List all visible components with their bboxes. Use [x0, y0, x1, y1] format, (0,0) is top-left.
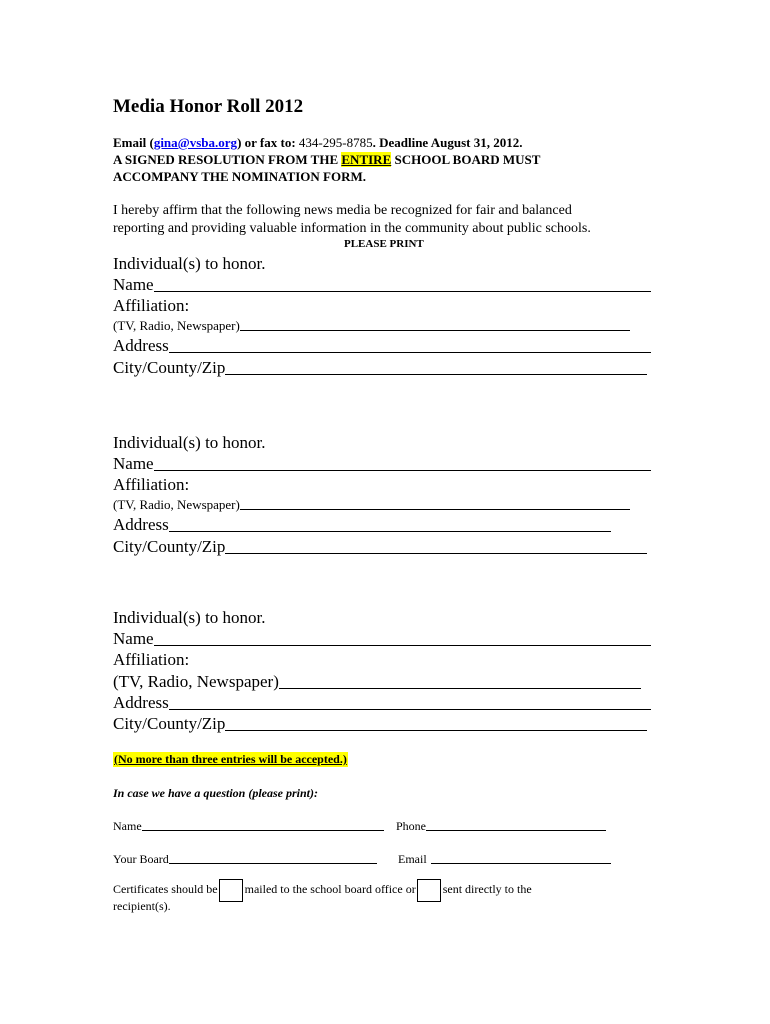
contact-email-field[interactable]: Email: [398, 851, 611, 867]
entry3-city-field[interactable]: City/County/Zip: [113, 714, 647, 734]
entry3-address-field[interactable]: Address: [113, 693, 651, 713]
entry2-address-line[interactable]: [169, 531, 611, 532]
email-label: Email (: [113, 135, 154, 150]
entry1-affiliation-label: Affiliation:: [113, 296, 190, 315]
entry3-affiliation-field[interactable]: (TV, Radio, Newspaper): [113, 672, 641, 692]
entry2-city-line[interactable]: [225, 553, 647, 554]
certificate-text-c: sent directly to the: [442, 882, 532, 896]
resolution-text-post: SCHOOL BOARD MUST: [391, 152, 541, 167]
contact-name-field[interactable]: Name: [113, 818, 384, 834]
contact-heading: In case we have a question (please print):: [113, 786, 318, 800]
entry-limit-warning: (No more than three entries will be accepted.): [114, 752, 347, 766]
office-checkbox[interactable]: [219, 879, 243, 902]
deadline-text: . Deadline August 31, 2012.: [372, 135, 523, 150]
contact-phone-line[interactable]: [426, 830, 606, 831]
certificate-delivery: [113, 878, 532, 915]
contact-name-line[interactable]: [142, 830, 384, 831]
entry2-name-line[interactable]: [154, 470, 651, 471]
resolution-text-pre: A SIGNED RESOLUTION FROM THE: [113, 152, 342, 167]
recipient-checkbox[interactable]: [417, 879, 441, 902]
certificate-text-d: recipient(s).: [113, 899, 171, 913]
entry2-affiliation-label: Affiliation:: [113, 475, 190, 494]
entry2-address-field[interactable]: Address: [113, 515, 611, 535]
certificate-text-b: mailed to the school board office or: [244, 882, 416, 896]
entry3-affiliation-label: Affiliation:: [113, 650, 190, 669]
entry1-affiliation-line[interactable]: [240, 330, 630, 331]
entry1-individual-heading: Individual(s) to honor.: [113, 254, 266, 273]
resolution-notice-line2: ACCOMPANY THE NOMINATION FORM.: [113, 169, 367, 184]
certificate-text-a: Certificates should be: [113, 882, 218, 896]
form-title: Media Honor Roll 2012: [113, 96, 304, 117]
entry3-individual-heading: Individual(s) to honor.: [113, 608, 266, 627]
submission-info: [113, 134, 522, 151]
entry3-address-line[interactable]: [169, 709, 651, 710]
please-print-note: PLEASE PRINT: [344, 238, 424, 250]
entry3-name-line[interactable]: [154, 645, 651, 646]
affirmation-line1: I hereby affirm that the following news media be recognized for fair and balanced: [113, 203, 572, 218]
entry3-city-line[interactable]: [225, 730, 647, 731]
entry2-affiliation-line[interactable]: [240, 509, 630, 510]
entire-highlight: ENTIRE: [341, 152, 392, 167]
contact-board-field[interactable]: Your Board: [113, 851, 377, 867]
entry2-affiliation-field[interactable]: (TV, Radio, Newspaper): [113, 497, 630, 513]
entry1-address-field[interactable]: Address: [113, 336, 651, 356]
entry1-city-line[interactable]: [225, 374, 647, 375]
entry1-address-line[interactable]: [169, 352, 651, 353]
entry1-name-line[interactable]: [154, 291, 651, 292]
contact-email-line[interactable]: [431, 863, 611, 864]
email-link[interactable]: gina@vsba.org: [153, 135, 238, 150]
resolution-notice: [113, 151, 540, 168]
entry1-name-field[interactable]: Name: [113, 275, 651, 295]
entry1-affiliation-field[interactable]: (TV, Radio, Newspaper): [113, 318, 630, 334]
contact-board-line[interactable]: [169, 863, 377, 864]
affirmation-line2: reporting and providing valuable information in the community about public schools.: [113, 221, 591, 236]
fax-number: 434-295-8785: [298, 135, 373, 150]
entry3-affiliation-line[interactable]: [279, 688, 641, 689]
entry2-individual-heading: Individual(s) to honor.: [113, 433, 266, 452]
fax-label: ) or fax to:: [237, 135, 299, 150]
entry2-name-field[interactable]: Name: [113, 454, 651, 474]
entry1-city-field[interactable]: City/County/Zip: [113, 358, 647, 378]
entry2-city-field[interactable]: City/County/Zip: [113, 537, 647, 557]
contact-phone-field[interactable]: Phone: [396, 818, 606, 834]
entry3-name-field[interactable]: Name: [113, 629, 651, 649]
